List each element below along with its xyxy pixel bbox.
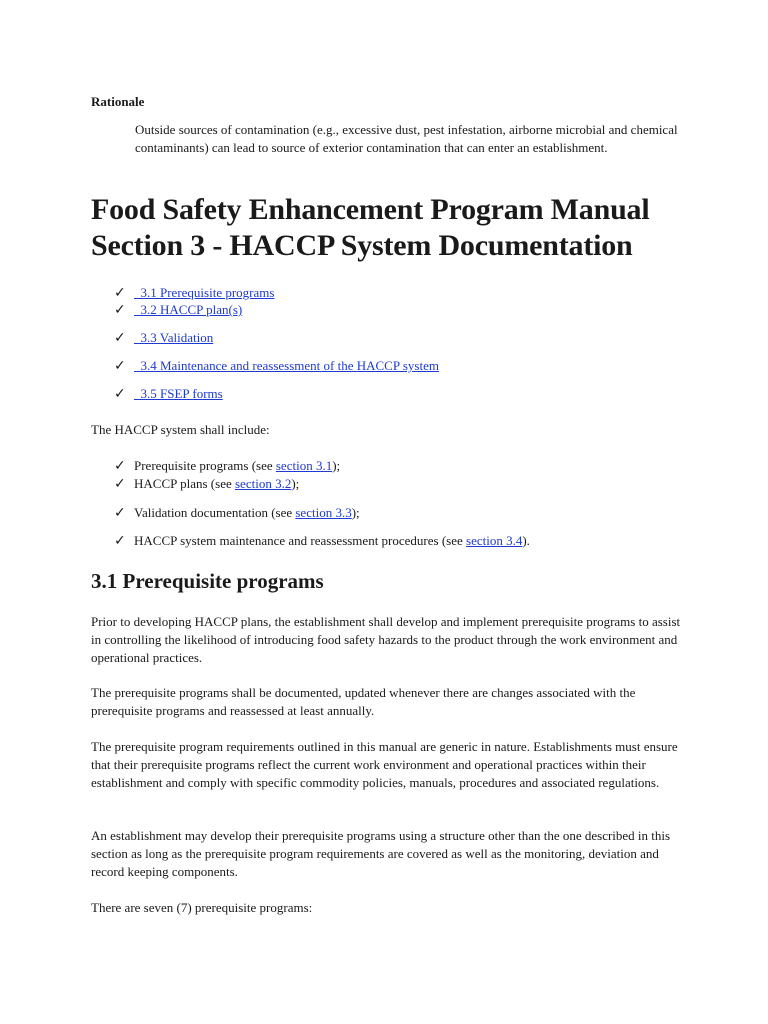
section-3-1-link[interactable]: section 3.1	[275, 458, 333, 473]
includes-item-suffix: );	[291, 476, 300, 491]
checkmark-icon: ✓	[114, 505, 126, 521]
rationale-label: Rationale	[91, 94, 145, 109]
includes-item-suffix: );	[332, 458, 341, 473]
checkmark-icon: ✓	[114, 302, 126, 318]
includes-item-4	[114, 532, 530, 550]
includes-item-text: Prerequisite programs (see	[134, 458, 276, 473]
section-heading-3-1: 3.1 Prerequisite programs	[91, 569, 324, 593]
rationale-text: Outside sources of contamination (e.g., excessive dust, pest infestation, airborne microbial and chemical contaminants) can lead to source of exterior contamination that can enter an establishment.	[135, 122, 678, 155]
includes-item-1	[114, 457, 340, 475]
checkmark-icon: ✓	[114, 386, 126, 402]
paragraph: Prior to developing HACCP plans, the establishment shall develop and implement prerequisite programs to assist in controlling the likelihood of introducing food safety hazards to the product through the work environment and operational practices.	[91, 614, 681, 665]
includes-item-2	[114, 475, 299, 493]
page-title	[91, 192, 751, 264]
toc-item-3-3	[114, 329, 213, 347]
includes-item-text: HACCP system maintenance and reassessment procedures (see	[134, 533, 467, 548]
paragraph: The prerequisite programs shall be documented, updated whenever there are changes associated with the prerequisite programs and reassessed at least annually.	[91, 685, 636, 718]
checkmark-icon: ✓	[114, 458, 126, 474]
checkmark-icon: ✓	[114, 330, 126, 346]
toc-link-haccp-plans[interactable]: 3.2 HACCP plan(s)	[134, 302, 243, 317]
includes-item-3	[114, 504, 360, 522]
title-line-2: Section 3 - HACCP System Documentation	[91, 229, 633, 262]
toc-item-3-5	[114, 385, 223, 403]
section-3-4-link[interactable]: section 3.4	[466, 533, 523, 548]
toc-link-fsep-forms[interactable]: 3.5 FSEP forms	[134, 386, 223, 401]
includes-item-text: Validation documentation (see	[134, 505, 296, 520]
includes-item-text: HACCP plans (see	[134, 476, 235, 491]
toc-link-prerequisite-programs[interactable]: 3.1 Prerequisite programs	[134, 285, 275, 300]
paragraph: The prerequisite program requirements outlined in this manual are generic in nature. Establishments must ensure that their prerequisite programs reflect the current work environment and operational practices within their establishment and comply with specific commodity policies, manuals, procedures and associated regulations.	[91, 739, 678, 790]
paragraph: An establishment may develop their prerequisite programs using a structure other than the one described in this section as long as the prerequisite program requirements are covered as well as the monitoring, deviation and record keeping components.	[91, 828, 671, 879]
includes-item-suffix: ).	[522, 533, 530, 548]
includes-intro: The HACCP system shall include:	[91, 422, 270, 437]
toc-link-maintenance-reassessment[interactable]: 3.4 Maintenance and reassessment of the HACCP system	[134, 358, 439, 373]
title-line-1: Food Safety Enhancement Program Manual	[91, 193, 650, 226]
paragraph: There are seven (7) prerequisite programs:	[91, 900, 313, 915]
includes-item-suffix: );	[351, 505, 360, 520]
checkmark-icon: ✓	[114, 358, 126, 374]
toc-item-3-1	[114, 284, 274, 302]
checkmark-icon: ✓	[114, 476, 126, 492]
section-3-2-link[interactable]: section 3.2	[235, 476, 292, 491]
checkmark-icon: ✓	[114, 285, 126, 301]
toc-item-3-4	[114, 357, 439, 375]
checkmark-icon: ✓	[114, 533, 126, 549]
toc-link-validation[interactable]: 3.3 Validation	[134, 330, 214, 345]
toc-item-3-2	[114, 301, 242, 319]
section-3-3-link[interactable]: section 3.3	[295, 505, 352, 520]
